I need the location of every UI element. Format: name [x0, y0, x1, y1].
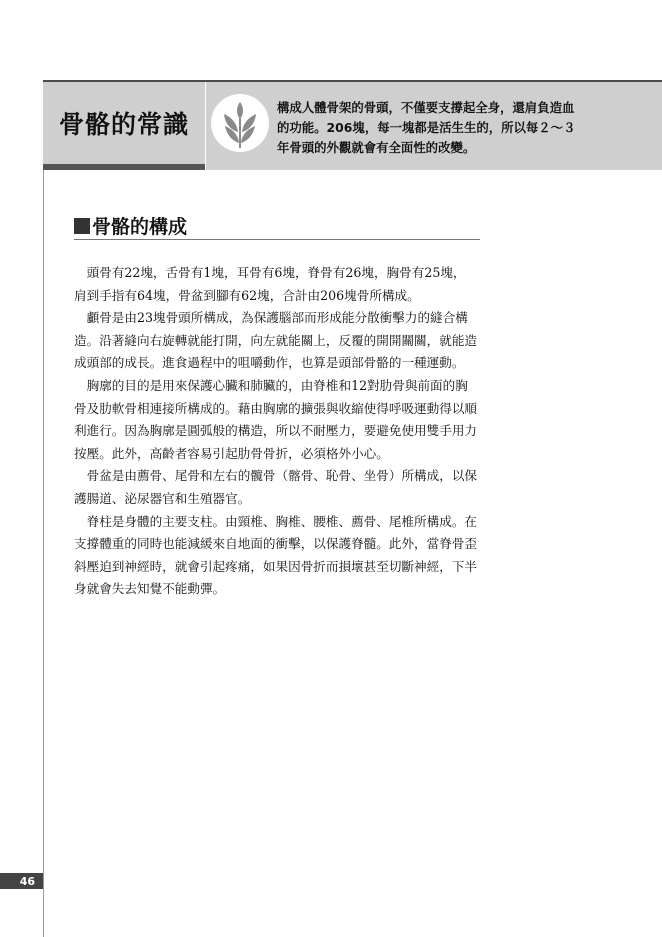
paragraph: 胸廓的目的是用來保護心臟和肺臟的，由脊椎和12對肋骨與前面的胸骨及肋軟骨相連接所構成的。藉由胸廓的擴張與收縮使得呼吸運動得以順利進行。因為胸廓是圓弧般的構造，所以不耐壓力，要避免使用雙手用力按壓。此外，高齡者容易引起肋骨骨折，必須格外小心。 — [74, 377, 477, 461]
paragraph: 脊柱是身體的主要支柱。由頸椎、胸椎、腰椎、薦骨、尾椎所構成。在支撐體重的同時也能減緩來自地面的衝擊，以保護脊髓。此外，當脊骨歪斜壓迫到神經時，就會引起疼痛，如果因骨折而損壞甚至切斷神經，下半身就會失去知覺不能動彈。 — [74, 513, 477, 597]
title-box — [43, 82, 205, 164]
paragraph: 頭骨有22塊，舌骨有1塊，耳骨有6塊，脊骨有26塊，胸骨有25塊，肩到手指有64塊，骨盆到腳有62塊，合計由206塊骨所構成。 — [74, 265, 466, 303]
page-number: 46 — [0, 873, 43, 889]
body-text — [74, 262, 477, 601]
square-bullet-icon — [74, 218, 90, 234]
paragraph: 骨盆是由薦骨、尾骨和左右的髖骨（髂骨、恥骨、坐骨）所構成，以保護腸道、泌尿器官和生殖器官。 — [74, 468, 477, 506]
header-divider — [205, 82, 206, 170]
section-heading — [74, 212, 187, 239]
left-margin-line — [43, 80, 44, 937]
intro-text: 構成人體骨架的骨頭，不僅要支撐起全身，還肩負造血 的功能。206塊，每一塊都是活生生的，所以每２～３ 年骨頭的外觀就會有全面性的改變。 — [277, 100, 576, 155]
leaf-sprout-icon — [211, 92, 269, 154]
section-rule — [74, 239, 480, 240]
paragraph: 顱骨是由23塊骨頭所構成，為保護腦部而形成能分散衝擊力的縫合構造。沿著縫向右旋轉就能打開，向左就能關上，反覆的開開關關，就能造成頭部的成長。進食過程中的咀嚼動作，也算是頭部骨骼的一種運動。 — [74, 310, 477, 371]
section-heading-text: 骨骼的構成 — [92, 216, 188, 238]
header-bottom-bar — [43, 164, 205, 170]
page-title: 骨骼的常識 — [58, 110, 189, 139]
